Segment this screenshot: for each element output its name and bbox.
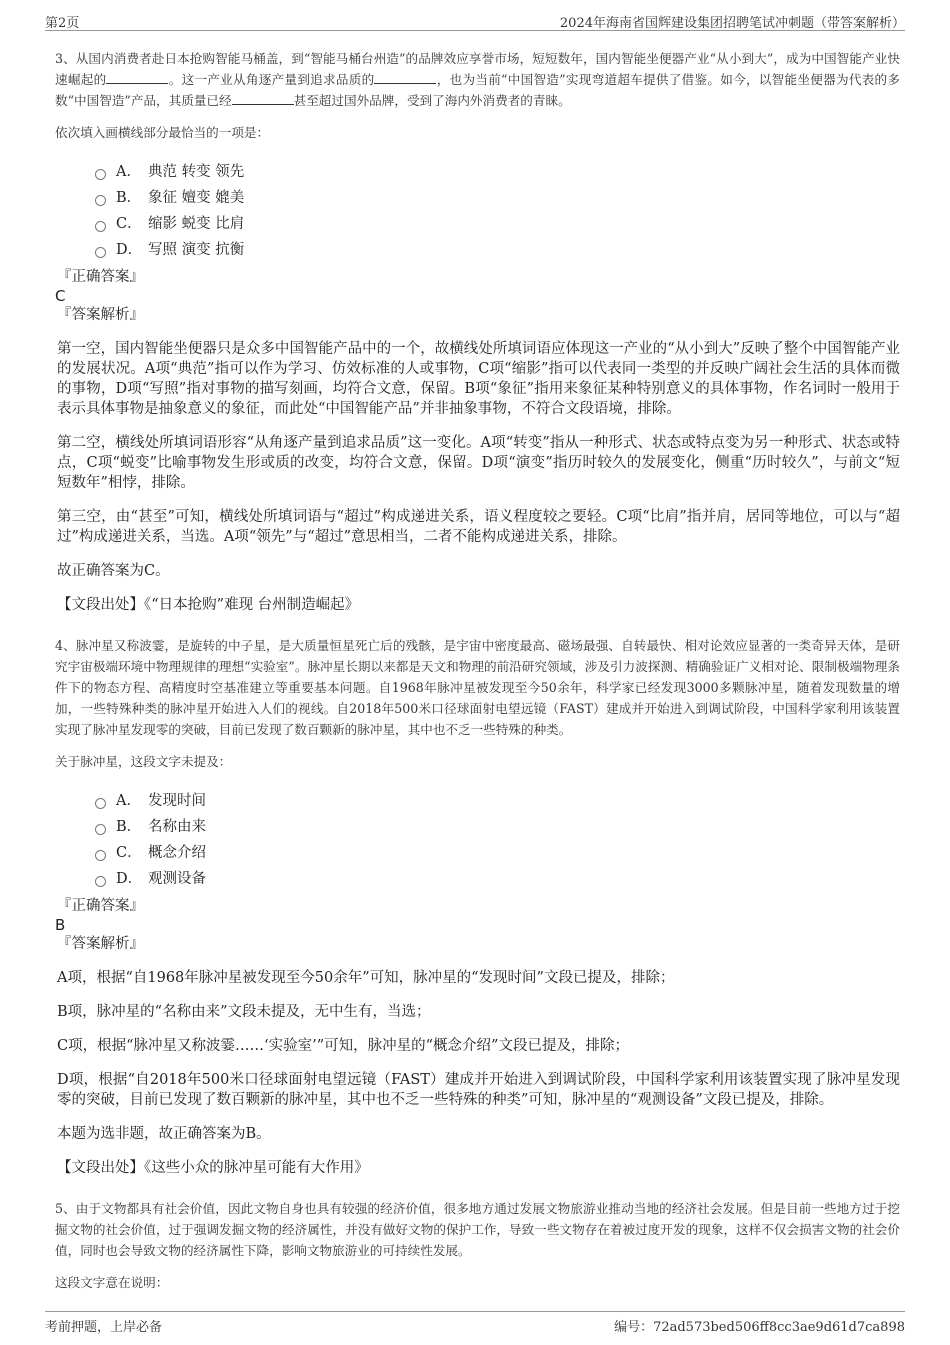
option-b[interactable]: B． 象征 嬗变 媲美 <box>95 185 900 211</box>
analysis-paragraph: 第二空，横线处所填词语形容“从角逐产量到追求品质”这一变化。A项“转变”指从一种形式、状态或特点变为另一种形式、状态或特点，C项“蜕变”比喻事物发生形或质的改变，均符合文意，保留。D项“演变”指历时较久的发展变化，侧重“历时较久”，与前文“短短数年”相悖，排除。 <box>57 435 900 491</box>
question-4-prompt: 关于脉冲星，这段文字未提及： <box>55 754 232 769</box>
analysis-paragraph: 第三空，由“甚至”可知，横线处所填词语与“超过”构成递进关系，语义程度较之要轻。C项“比肩”指并肩，居同等地位，可以与“超过”构成递进关系，当选。A项“领先”与“超过”意思相当，二者不能构成递进关系，排除。 <box>57 509 900 545</box>
question-3-options <box>95 159 900 263</box>
answer-label: 『正确答案』 <box>57 898 144 914</box>
question-3-text: 3、从国内消费者赴日本抢购智能马桶盖，到“智能马桶台州造”的品牌效应享誉市场，短短数年，国内智能坐便器产业“从小到大”，成为中国智能产业快速崛起的 。这一产业从角逐产量到追求品质的 ，也为当前“中国智造”实现弯道超车提供了借鉴。如今，以智能坐便器为代表的多数“中国智造”产品，其质量已经 甚至超过国外品牌，受到了海内外消费者的青睐。 <box>55 51 901 108</box>
radio-button[interactable] <box>95 824 106 835</box>
blank-2 <box>374 71 436 84</box>
radio-button[interactable] <box>95 195 106 206</box>
source-citation: 【文段出处】《这些小众的脉冲星可能有大作用》 <box>57 1160 369 1176</box>
analysis-paragraph: 本题为选非题，故正确答案为B。 <box>57 1126 271 1142</box>
answer-label: 『正确答案』 <box>57 269 144 285</box>
radio-button[interactable] <box>95 798 106 809</box>
option-d[interactable]: D． 观测设备 <box>95 866 900 892</box>
analysis-paragraph: C项，根据“脉冲星又称波霎……‘实验室’”可知，脉冲星的“概念介绍”文段已提及，排除； <box>57 1038 629 1054</box>
source-citation: 【文段出处】《“日本抢购”难现 台州制造崛起》 <box>57 597 360 613</box>
question-3-prompt: 依次填入画横线部分最恰当的一项是： <box>55 125 270 140</box>
page-number: 第2页 <box>45 16 80 31</box>
question-3 <box>55 48 900 615</box>
question-4-options <box>95 788 900 892</box>
radio-button[interactable] <box>95 221 106 232</box>
option-a[interactable]: A． 发现时间 <box>95 788 900 814</box>
footer-slogan: 考前押题，上岸必备 <box>45 1320 163 1335</box>
option-c[interactable]: C． 缩影 蜕变 比肩 <box>95 211 900 237</box>
analysis-paragraph: D项，根据“自2018年500米口径球面射电望远镜（FAST）建成并开始进入到调试阶段，中国科学家利用该装置实现了脉冲星发现零的突破，目前已发现了数百颗新的脉冲星，其中也不乏一些特殊的种类”可知，脉冲星的“观测设备”文段已提及，排除。 <box>57 1072 900 1108</box>
option-b[interactable]: B． 名称由来 <box>95 814 900 840</box>
blank-3 <box>232 92 294 105</box>
analysis-paragraph: A项，根据“自1968年脉冲星被发现至今50余年”可知，脉冲星的“发现时间”文段已提及，排除； <box>57 970 675 986</box>
analysis-paragraph: 故正确答案为C。 <box>57 563 170 579</box>
question-4-text: 4、脉冲星又称波霎，是旋转的中子星，是大质量恒星死亡后的残骸，是宇宙中密度最高、磁场最强、自转最快、相对论效应显著的一类奇异天体，是研究宇宙极端环境中物理规律的理想“实验室”。脉冲星长期以来都是天文和物理的前沿研究领域，涉及引力波探测、精确验证广义相对论、限制极端物理条件下的物态方程、高精度时空基准建立等重要基本问题。自1968年脉冲星被发现至今50余年，科学家已经发现3000多颗脉冲星，随着发现数量的增加，一些特殊种类的脉冲星开始进入人们的视线。自2018年500米口径球面射电望远镜（FAST）建成并开始进入到调试阶段，中国科学家利用该装置实现了脉冲星发现零的突破，目前已发现了数百颗新的脉冲星，其中也不乏一些特殊的种类。 <box>55 638 900 737</box>
document-title: 2024年海南省国辉建设集团招聘笔试冲刺题（带答案解析） <box>559 16 905 31</box>
option-a[interactable]: A． 典范 转变 领先 <box>95 159 900 185</box>
analysis-paragraph: B项，脉冲星的“名称由来”文段未提及，无中生有，当选； <box>57 1004 431 1020</box>
page-content <box>55 48 900 1309</box>
option-d[interactable]: D． 写照 演变 抗衡 <box>95 237 900 263</box>
analysis-paragraph: 第一空，国内智能坐便器只是众多中国智能产品中的一个，故横线处所填词语应体现这一产业的“从小到大”反映了整个中国智能产业的发展状况。A项“典范”指可以作为学习、仿效标准的人或事物，C项“缩影”指可以代表同一类型的并反映广阔社会生活的具体而微的事物，D项“写照”指对事物的描写刻画，均符合文意，保留。B项“象征”指用来象征某种特别意义的具体事物，作名词时一般用于表示具体事物是抽象意义的象征，而此处“中国智能产品”并非抽象事物，不符合文段语境，排除。 <box>57 341 900 417</box>
option-c[interactable]: C． 概念介绍 <box>95 840 900 866</box>
page-footer <box>45 1311 905 1338</box>
radio-button[interactable] <box>95 169 106 180</box>
answer-value: C <box>55 287 66 305</box>
question-5-prompt: 这段文字意在说明： <box>55 1275 169 1290</box>
page-header <box>45 8 905 31</box>
analysis-label: 『答案解析』 <box>57 936 144 952</box>
question-5 <box>55 1198 900 1293</box>
answer-value: B <box>55 916 66 934</box>
question-5-text: 5、由于文物都具有社会价值，因此文物自身也具有较强的经济价值，很多地方通过发展文物旅游业推动当地的经济社会发展。但是目前一些地方过于挖掘文物的社会价值，过于强调发掘文物的经济属性，并没有做好文物的保护工作，导致一些文物存在着被过度开发的现象，这样不仅会损害文物的社会价值，同时也会导致文物的经济属性下降，影响文物旅游业的可持续性发展。 <box>55 1201 900 1258</box>
analysis-label: 『答案解析』 <box>57 307 144 323</box>
document-id: 编号：72ad573bed506ff8cc3ae9d61d7ca898 <box>614 1320 905 1335</box>
radio-button[interactable] <box>95 850 106 861</box>
radio-button[interactable] <box>95 876 106 887</box>
radio-button[interactable] <box>95 247 106 258</box>
question-4 <box>55 635 900 1178</box>
blank-1 <box>106 71 168 84</box>
